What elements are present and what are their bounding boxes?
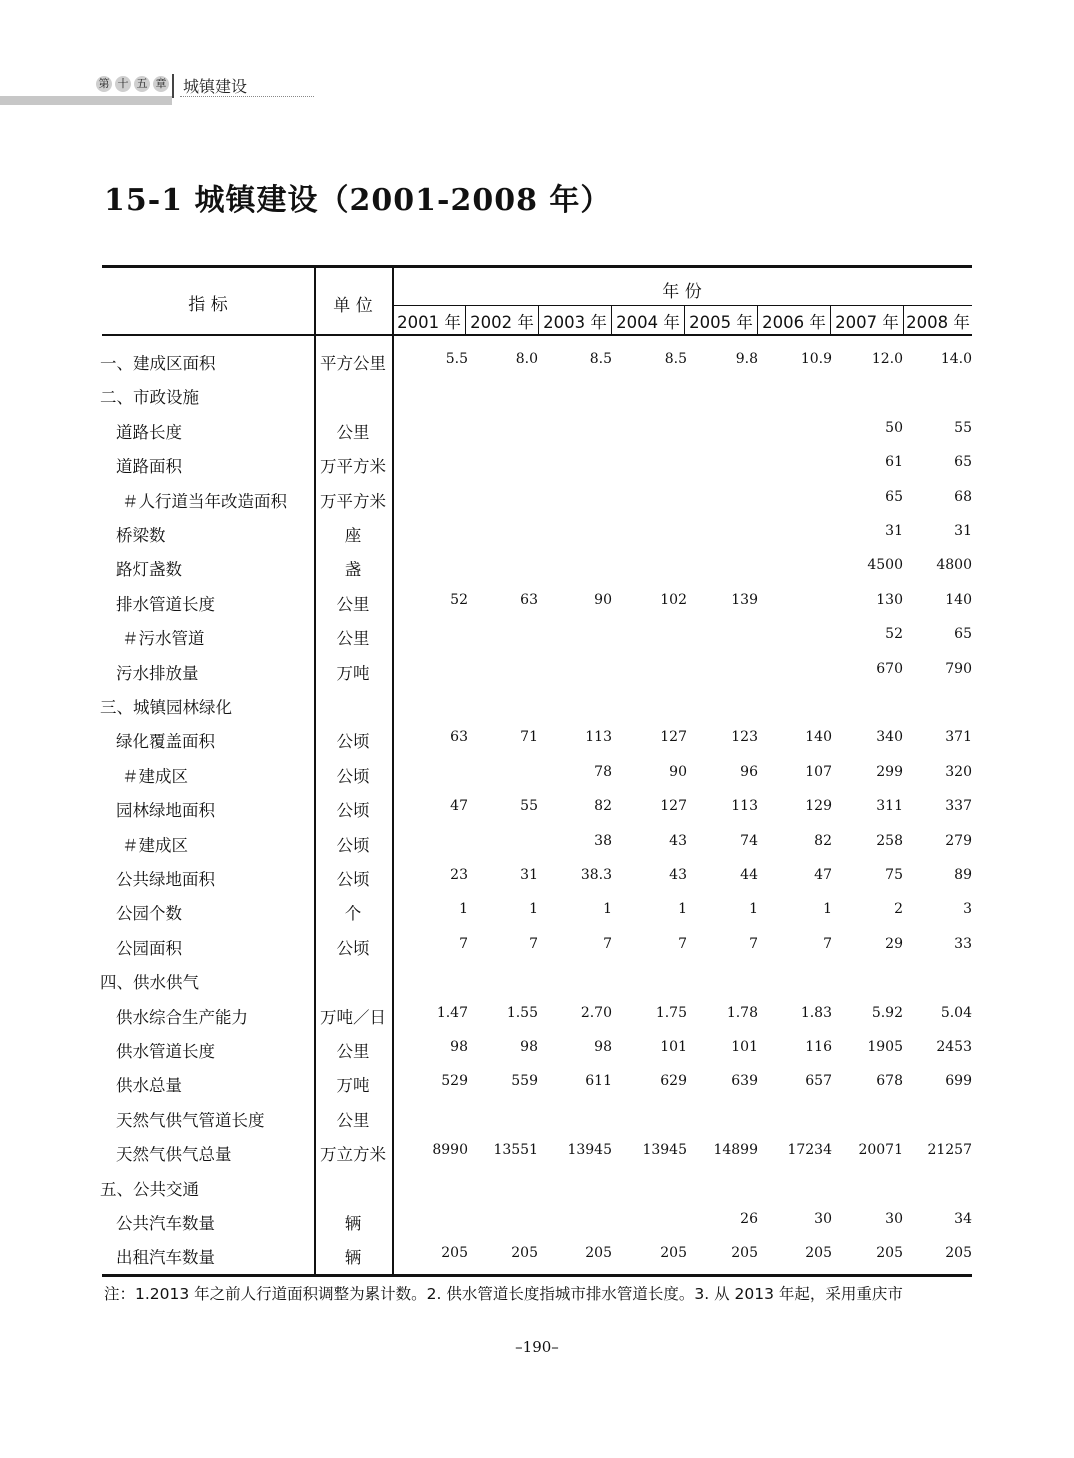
table-row: [0, 660, 1074, 694]
row-label: 排水管道长度: [116, 594, 215, 614]
row-label: ＃建成区: [122, 835, 188, 855]
row-label: 桥梁数: [116, 526, 166, 545]
row-unit: 公里: [336, 1110, 370, 1130]
cell-value: 7: [678, 935, 687, 952]
row-label: 道路面积: [116, 457, 182, 477]
cell-value: 205: [876, 1245, 903, 1262]
cell-value: 529: [441, 1073, 468, 1090]
cell-value: 7: [749, 935, 758, 952]
cell-value: 82: [814, 832, 832, 849]
table-note: 注：1.2013 年之前人行道面积调整为累计数。2. 供水管道长度指城市排水管道长度。3. 从 2013 年起，采用重庆市: [104, 1285, 903, 1303]
table-row: [0, 1210, 1074, 1244]
cell-value: 44: [740, 867, 758, 883]
cell-value: 31: [954, 523, 972, 539]
cell-value: 89: [954, 867, 972, 883]
cell-value: 21257: [927, 1142, 972, 1159]
cell-value: 9.8: [735, 351, 758, 367]
cell-value: 50: [885, 419, 903, 436]
cell-value: 43: [669, 832, 687, 849]
cell-value: 74: [740, 832, 758, 849]
row-label: ＃污水管道: [122, 629, 205, 649]
row-unit: 万平方米: [320, 457, 386, 477]
table-row: [0, 488, 1074, 522]
row-unit: 公里: [336, 1042, 370, 1061]
cell-value: 790: [945, 660, 972, 677]
cell-value: 31: [885, 523, 903, 539]
cell-value: 678: [876, 1073, 903, 1090]
cell-value: 205: [441, 1245, 468, 1262]
cell-value: 2.70: [580, 1004, 612, 1021]
row-unit: 辆: [344, 1214, 362, 1233]
cell-value: 13945: [642, 1142, 687, 1159]
table-row: [0, 797, 1074, 831]
page-title: 15-1 城镇建设（2001-2008 年）: [104, 183, 612, 218]
table-row: [0, 1072, 1074, 1106]
row-label: 五、公共交通: [100, 1179, 199, 1199]
year-header: 2008 年: [906, 313, 970, 332]
cell-value: 1.78: [726, 1004, 758, 1021]
row-label: 天然气供气总量: [116, 1145, 232, 1165]
cell-value: 68: [954, 488, 972, 505]
row-unit: 公顷: [336, 835, 370, 855]
row-label: 路灯盏数: [116, 560, 182, 580]
row-label: 四、供水供气: [100, 973, 199, 993]
table-top-rule: [102, 265, 972, 268]
cell-value: 3: [963, 901, 972, 918]
table-row: [0, 384, 1074, 418]
table-row: [0, 728, 1074, 762]
cell-value: 1: [529, 901, 538, 918]
cell-value: 258: [876, 832, 903, 849]
row-label: 公园面积: [116, 938, 182, 958]
cell-value: 5.04: [940, 1004, 972, 1021]
row-label: 出租汽车数量: [116, 1248, 215, 1268]
cell-value: 13551: [493, 1142, 538, 1159]
chapter-badge: [96, 76, 170, 96]
cell-value: 299: [876, 763, 903, 780]
row-label: 公园个数: [116, 904, 182, 924]
table-row: [0, 591, 1074, 625]
header-separator: [172, 74, 174, 98]
cell-value: 699: [945, 1073, 972, 1090]
row-unit: 盏: [344, 560, 362, 580]
cell-value: 14.0: [940, 351, 972, 367]
table-row: [0, 453, 1074, 487]
cell-value: 8.5: [589, 351, 612, 367]
cell-value: 1: [603, 901, 612, 918]
row-unit: 万吨／日: [320, 1007, 386, 1027]
cell-value: 14899: [713, 1142, 758, 1159]
table-row: [0, 969, 1074, 1003]
cell-value: 340: [876, 729, 903, 746]
cell-value: 670: [876, 660, 903, 677]
table-header-rule: [102, 334, 972, 336]
year-header: 2003 年: [543, 313, 607, 332]
cell-value: 12.0: [871, 351, 903, 367]
table-row: [0, 832, 1074, 866]
cell-value: 123: [731, 729, 758, 746]
cell-value: 33: [954, 935, 972, 952]
cell-value: 96: [740, 763, 758, 780]
cell-value: 43: [669, 867, 687, 883]
cell-value: 116: [805, 1039, 832, 1055]
cell-value: 127: [660, 798, 687, 815]
table-row: [0, 1107, 1074, 1141]
cell-value: 52: [885, 626, 903, 643]
cell-value: 107: [805, 763, 832, 780]
chapter-char: 第: [96, 76, 112, 92]
cell-value: 71: [520, 729, 538, 746]
row-label: ＃人行道当年改造面积: [122, 491, 287, 511]
table-row: [0, 900, 1074, 934]
years-header: 年 份: [662, 282, 702, 302]
cell-value: 371: [945, 729, 972, 746]
table-row: [0, 522, 1074, 556]
cell-value: 8990: [432, 1142, 468, 1159]
year-header: 2001 年: [397, 313, 461, 332]
table-row: [0, 694, 1074, 728]
cell-value: 205: [805, 1245, 832, 1262]
row-unit: 个: [344, 904, 362, 924]
cell-value: 98: [450, 1039, 468, 1055]
year-header-rule: [392, 305, 972, 306]
chapter-char: 五: [134, 76, 150, 92]
row-label: 天然气供气管道长度: [116, 1110, 265, 1130]
table-row: [0, 350, 1074, 384]
cell-value: 205: [731, 1245, 758, 1262]
table-row: [0, 935, 1074, 969]
cell-value: 140: [805, 729, 832, 746]
cell-value: 13945: [567, 1142, 612, 1159]
row-unit: 万立方米: [320, 1145, 386, 1165]
cell-value: 31: [520, 867, 538, 883]
row-unit: 公顷: [336, 870, 370, 889]
cell-value: 90: [594, 591, 612, 608]
cell-value: 113: [585, 729, 612, 746]
cell-value: 82: [594, 798, 612, 815]
page-number: –190–: [515, 1338, 559, 1356]
cell-value: 205: [511, 1245, 538, 1262]
row-unit: 万平方米: [320, 491, 386, 511]
table-row: [0, 419, 1074, 453]
cell-value: 10.9: [800, 351, 832, 367]
row-unit: 公顷: [336, 801, 370, 821]
cell-value: 1.75: [655, 1004, 687, 1021]
cell-value: 75: [885, 867, 903, 883]
cell-value: 55: [520, 798, 538, 815]
cell-value: 1: [459, 901, 468, 918]
cell-value: 34: [954, 1211, 972, 1227]
cell-value: 55: [954, 419, 972, 436]
table-row: [0, 1038, 1074, 1072]
header-bar: [0, 96, 172, 105]
header-dotted-rule: [180, 96, 314, 97]
cell-value: 205: [660, 1245, 687, 1262]
cell-value: 1.47: [436, 1004, 468, 1021]
cell-value: 65: [885, 488, 903, 505]
cell-value: 23: [450, 867, 468, 883]
table-row: [0, 1141, 1074, 1175]
cell-value: 311: [876, 798, 903, 815]
row-unit: 万吨: [336, 1076, 370, 1096]
cell-value: 47: [814, 867, 832, 883]
row-unit: 公顷: [336, 732, 370, 752]
row-unit: 座: [344, 526, 362, 545]
cell-value: 26: [740, 1211, 758, 1227]
cell-value: 65: [954, 454, 972, 471]
year-header: 2002 年: [470, 313, 534, 332]
cell-value: 320: [945, 763, 972, 780]
row-unit: 公顷: [336, 766, 370, 786]
cell-value: 8.5: [664, 351, 687, 367]
section-title: 城镇建设: [183, 77, 248, 96]
indicator-header: 指 标: [188, 295, 228, 315]
cell-value: 38: [594, 832, 612, 849]
cell-value: 8.0: [515, 351, 538, 367]
cell-value: 101: [731, 1039, 758, 1055]
cell-value: 639: [731, 1073, 758, 1090]
row-unit: 公里: [336, 629, 370, 649]
cell-value: 101: [660, 1039, 687, 1055]
cell-value: 1905: [867, 1039, 903, 1055]
cell-value: 61: [885, 454, 903, 471]
cell-value: 5.5: [445, 351, 468, 367]
cell-value: 63: [450, 729, 468, 746]
cell-value: 657: [805, 1073, 832, 1090]
cell-value: 63: [520, 591, 538, 608]
row-unit: 公顷: [336, 938, 370, 958]
cell-value: 52: [450, 591, 468, 608]
row-label: 公共汽车数量: [116, 1214, 215, 1233]
cell-value: 1: [749, 901, 758, 918]
cell-value: 90: [669, 763, 687, 780]
cell-value: 98: [594, 1039, 612, 1055]
cell-value: 30: [814, 1211, 832, 1227]
row-label: 供水总量: [116, 1076, 182, 1096]
row-label: 绿化覆盖面积: [116, 732, 215, 752]
cell-value: 7: [823, 935, 832, 952]
cell-value: 113: [731, 798, 758, 815]
cell-value: 279: [945, 832, 972, 849]
row-unit: 公里: [336, 594, 370, 614]
row-unit: 万吨: [336, 663, 370, 683]
table-row: [0, 1176, 1074, 1210]
cell-value: 205: [585, 1245, 612, 1262]
chapter-char: 章: [153, 76, 169, 92]
cell-value: 102: [660, 591, 687, 608]
cell-value: 139: [731, 591, 758, 608]
cell-value: 337: [945, 798, 972, 815]
row-label: 供水综合生产能力: [116, 1007, 248, 1027]
cell-value: 130: [876, 591, 903, 608]
cell-value: 1: [678, 901, 687, 918]
cell-value: 30: [885, 1211, 903, 1227]
year-header: 2004 年: [616, 313, 680, 332]
table-row: [0, 556, 1074, 590]
row-unit: 辆: [344, 1248, 362, 1268]
row-label: 公共绿地面积: [116, 870, 215, 889]
cell-value: 611: [585, 1073, 612, 1090]
chapter-char: 十: [115, 76, 131, 92]
year-header: 2007 年: [835, 313, 899, 332]
cell-value: 4500: [867, 557, 903, 574]
cell-value: 7: [603, 935, 612, 952]
cell-value: 5.92: [871, 1004, 903, 1021]
row-unit: 公里: [336, 422, 370, 442]
cell-value: 1: [823, 901, 832, 918]
row-label: 二、市政设施: [100, 388, 199, 408]
unit-header: 单 位: [333, 296, 373, 316]
cell-value: 20071: [858, 1142, 903, 1159]
year-header: 2005 年: [689, 313, 753, 332]
table-row: [0, 625, 1074, 659]
cell-value: 205: [945, 1245, 972, 1262]
row-label: 污水排放量: [116, 663, 199, 683]
cell-value: 129: [805, 798, 832, 815]
table-row: [0, 866, 1074, 900]
cell-value: 2453: [936, 1039, 972, 1055]
cell-value: 65: [954, 626, 972, 643]
cell-value: 7: [459, 935, 468, 952]
cell-value: 4800: [936, 557, 972, 574]
cell-value: 2: [894, 901, 903, 918]
table-row: [0, 1244, 1074, 1278]
cell-value: 17234: [787, 1142, 832, 1159]
cell-value: 98: [520, 1039, 538, 1055]
table-row: [0, 763, 1074, 797]
row-label: 园林绿地面积: [116, 801, 215, 821]
cell-value: 629: [660, 1073, 687, 1090]
year-header: 2006 年: [762, 313, 826, 332]
cell-value: 140: [945, 591, 972, 608]
row-label: 三、城镇园林绿化: [100, 698, 232, 717]
cell-value: 78: [594, 763, 612, 780]
cell-value: 7: [529, 935, 538, 952]
row-label: ＃建成区: [122, 766, 188, 786]
cell-value: 1.55: [506, 1004, 538, 1021]
row-label: 供水管道长度: [116, 1042, 215, 1061]
row-label: 道路长度: [116, 422, 182, 442]
cell-value: 47: [450, 798, 468, 815]
cell-value: 29: [885, 935, 903, 952]
row-unit: 平方公里: [320, 354, 386, 373]
cell-value: 127: [660, 729, 687, 746]
table-row: [0, 1004, 1074, 1038]
cell-value: 559: [511, 1073, 538, 1090]
row-label: 一、建成区面积: [100, 354, 216, 373]
cell-value: 1.83: [800, 1004, 832, 1021]
cell-value: 38.3: [580, 867, 612, 883]
